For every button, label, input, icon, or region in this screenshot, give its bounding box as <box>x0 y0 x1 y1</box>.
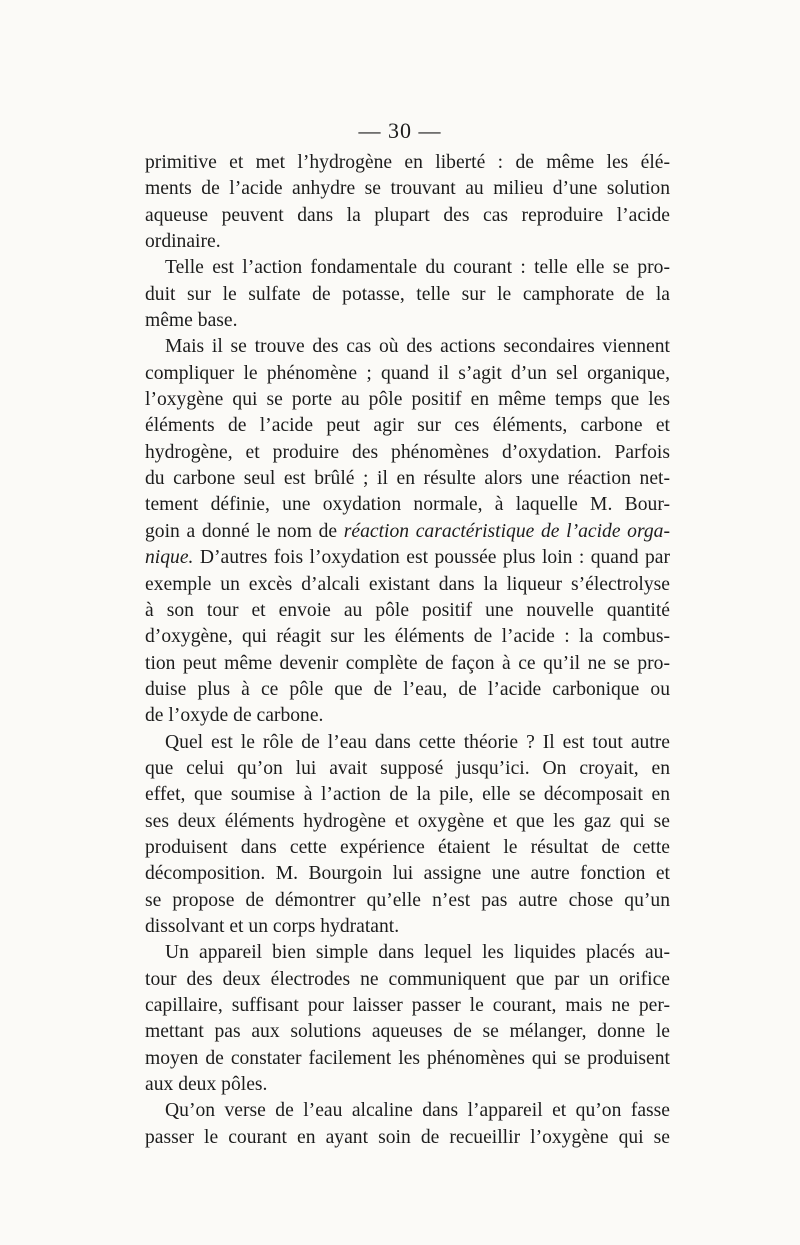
text-line: compliquer le phénomène ; quand il s’agit d’un sel organique, <box>145 362 670 384</box>
text-line: décomposition. M. Bourgoin lui assigne une autre fonction et <box>145 863 670 885</box>
text-line: produisent dans cette expérience étaient le résultat de cette <box>145 836 670 858</box>
text-line: Quel est le rôle de l’eau dans cette théorie ? Il est tout autre <box>165 731 670 753</box>
text-line: Qu’on verse de l’eau alcaline dans l’appareil et qu’on fasse <box>165 1100 670 1122</box>
text-line: capillaire, suffisant pour laisser passer le courant, mais ne per- <box>145 995 670 1016</box>
text-line: duise plus à ce pôle que de l’eau, de l’acide carbonique ou <box>145 678 670 700</box>
text-line: éléments de l’acide peut agir sur ces éléments, carbone et <box>145 415 670 437</box>
text-segment: goin a donné le nom de <box>145 520 338 542</box>
text-line-with-italic <box>145 545 670 571</box>
text-segment: D’autres fois l’oxydation est poussée plus loin : quand par <box>199 547 671 569</box>
text-line: l’oxygène qui se porte au pôle positif en même temps que les <box>145 389 670 411</box>
text-line: tour des deux électrodes ne communiquent que par un orifice <box>145 968 670 990</box>
text-line: mettant pas aux solutions aqueuses de se mélanger, donne le <box>145 1021 670 1043</box>
text-line: ordinaire. <box>145 231 221 253</box>
text-line: de l’oxyde de carbone. <box>145 705 324 727</box>
text-line: passer le courant en ayant soin de recueillir l’oxygène qui se <box>145 1126 670 1148</box>
body-text <box>145 150 670 1151</box>
text-line: ments de l’acide anhydre se trouvant au milieu d’une solution <box>145 178 670 200</box>
italic-term: réaction caractéristique de l’acide orga- <box>343 520 670 542</box>
text-line: exemple un excès d’alcali existant dans la liqueur s’électrolyse <box>145 573 670 595</box>
text-line: aux deux pôles. <box>145 1074 268 1096</box>
text-line: dissolvant et un corps hydratant. <box>145 915 400 937</box>
text-line: ses deux éléments hydrogène et oxygène et que les gaz qui se <box>145 810 670 832</box>
text-line: tement définie, une oxydation normale, à laquelle M. Bour- <box>145 494 670 516</box>
italic-term: nique. <box>145 547 194 569</box>
text-line: Mais il se trouve des cas où des actions secondaires viennent <box>165 336 670 358</box>
text-line: primitive et met l’hydrogène en liberté : de même les élé- <box>145 152 670 173</box>
text-line: hydrogène, et produire des phénomènes d’oxydation. Parfois <box>145 441 670 463</box>
text-line: se propose de démontrer qu’elle n’est pas autre chose qu’un <box>145 889 670 911</box>
text-line: tion peut même devenir complète de façon à ce qu’il ne se pro- <box>145 652 670 674</box>
text-line: effet, que soumise à l’action de la pile, elle se décomposait en <box>145 784 670 806</box>
text-line: que celui qu’on lui avait supposé jusqu’ici. On croyait, en <box>145 757 670 779</box>
page-number: — 30 — <box>358 118 442 143</box>
text-line: même base. <box>145 310 238 332</box>
text-line: moyen de constater facilement les phénomènes qui se produisent <box>145 1047 670 1069</box>
text-line: duit sur le sulfate de potasse, telle sur le camphorate de la <box>145 283 670 305</box>
text-line: Un appareil bien simple dans lequel les liquides placés au- <box>165 942 670 964</box>
text-line: Telle est l’action fondamentale du courant : telle elle se pro- <box>165 257 670 279</box>
text-line: d’oxygène, qui réagit sur les éléments de l’acide : la combus- <box>145 626 670 648</box>
text-line: à son tour et envoie au pôle positif une nouvelle quantité <box>145 599 670 621</box>
text-line-with-italic <box>145 519 670 545</box>
text-line: du carbone seul est brûlé ; il en résulte alors une réaction net- <box>145 468 670 490</box>
text-line: aqueuse peuvent dans la plupart des cas reproduire l’acide <box>145 204 670 226</box>
